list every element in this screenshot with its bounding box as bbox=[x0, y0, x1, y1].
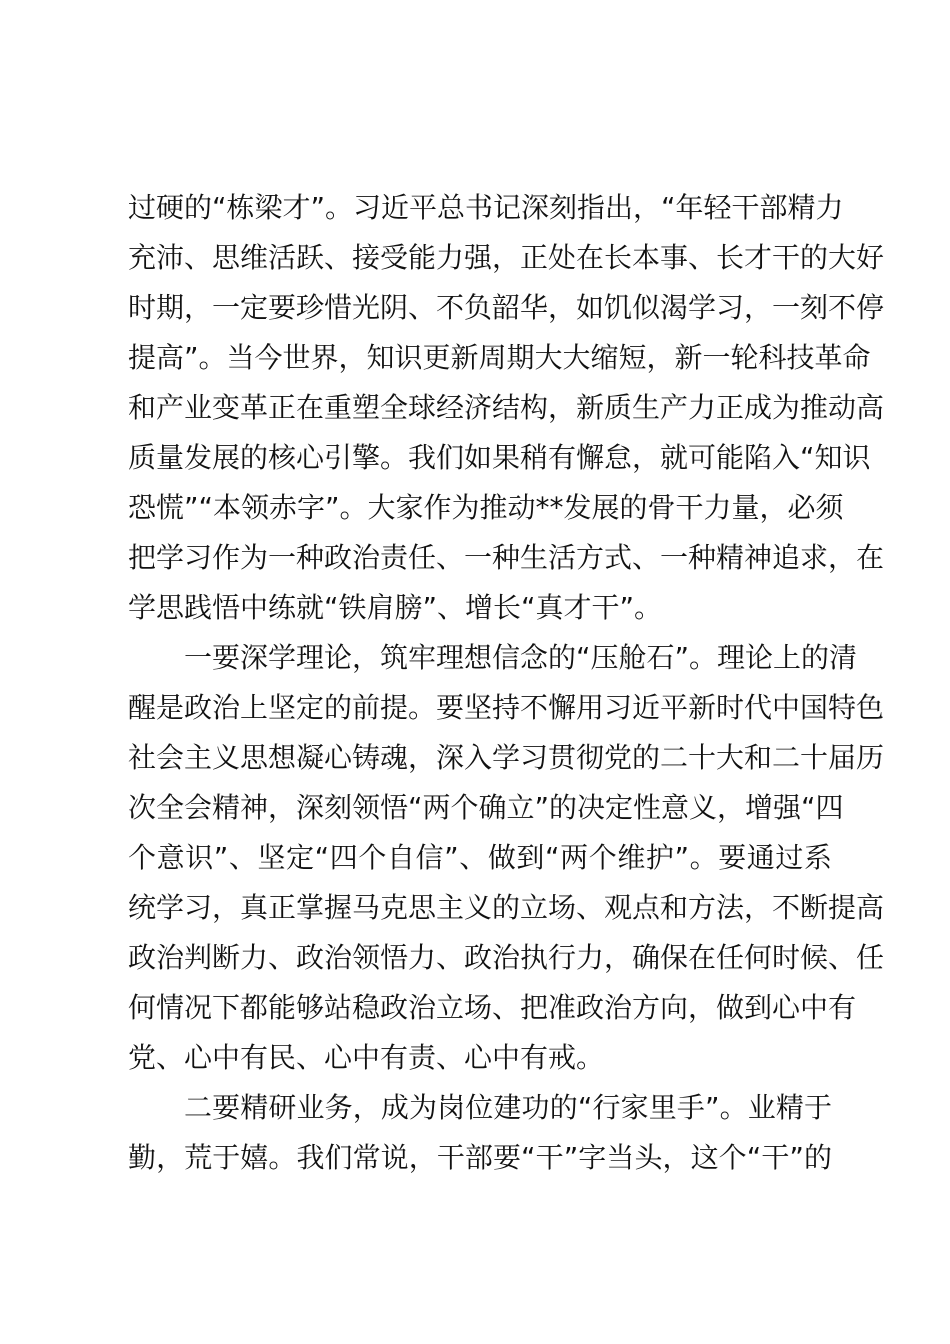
text-line: 统学习，真正掌握马克思主义的立场、观点和方法，不断提高 bbox=[128, 891, 885, 924]
text-line: 何情况下都能够站稳政治立场、把准政治方向，做到心中有 bbox=[128, 991, 857, 1024]
text-line: 提高”。当今世界，知识更新周期大大缩短，新一轮科技革命 bbox=[128, 341, 871, 374]
document-page bbox=[128, 183, 885, 1183]
text-line: 一要深学理论，筑牢理想信念的“压舱石”。理论上的清 bbox=[184, 641, 858, 674]
text-line: 个意识”、坚定“四个自信”、做到“两个维护”。要通过系 bbox=[128, 841, 832, 874]
text-line: 质量发展的核心引擎。我们如果稍有懈怠，就可能陷入“知识 bbox=[128, 441, 871, 474]
paragraph-3 bbox=[128, 1083, 832, 1183]
text-line: 充沛、思维活跃、接受能力强，正处在长本事、长才干的大好 bbox=[128, 241, 885, 274]
text-line: 时期，一定要珍惜光阴、不负韶华，如饥似渴学习，一刻不停 bbox=[128, 291, 885, 324]
text-line: 次全会精神，深刻领悟“两个确立”的决定性意义，增强“四 bbox=[128, 791, 844, 824]
text-line: 过硬的“栋梁才”。习近平总书记深刻指出，“年轻干部精力 bbox=[128, 191, 844, 224]
text-line: 醒是政治上坚定的前提。要坚持不懈用习近平新时代中国特色 bbox=[128, 691, 885, 724]
paragraph-2 bbox=[128, 633, 885, 1083]
text-line: 党、心中有民、心中有责、心中有戒。 bbox=[128, 1041, 605, 1074]
paragraph-1 bbox=[128, 183, 885, 633]
text-line: 学思践悟中练就“铁肩膀”、增长“真才干”。 bbox=[128, 591, 663, 624]
text-line: 勤，荒于嬉。我们常说，干部要“干”字当头，这个“干”的 bbox=[128, 1141, 832, 1174]
text-line: 恐慌”“本领赤字”。大家作为推动**发展的骨干力量，必须 bbox=[128, 491, 844, 524]
text-line: 和产业变革正在重塑全球经济结构，新质生产力正成为推动高 bbox=[128, 391, 885, 424]
text-line: 把学习作为一种政治责任、一种生活方式、一种精神追求，在 bbox=[128, 541, 885, 574]
text-line: 政治判断力、政治领悟力、政治执行力，确保在任何时候、任 bbox=[128, 941, 885, 974]
text-line: 二要精研业务，成为岗位建功的“行家里手”。业精于 bbox=[184, 1091, 832, 1124]
text-line: 社会主义思想凝心铸魂，深入学习贯彻党的二十大和二十届历 bbox=[128, 741, 885, 774]
